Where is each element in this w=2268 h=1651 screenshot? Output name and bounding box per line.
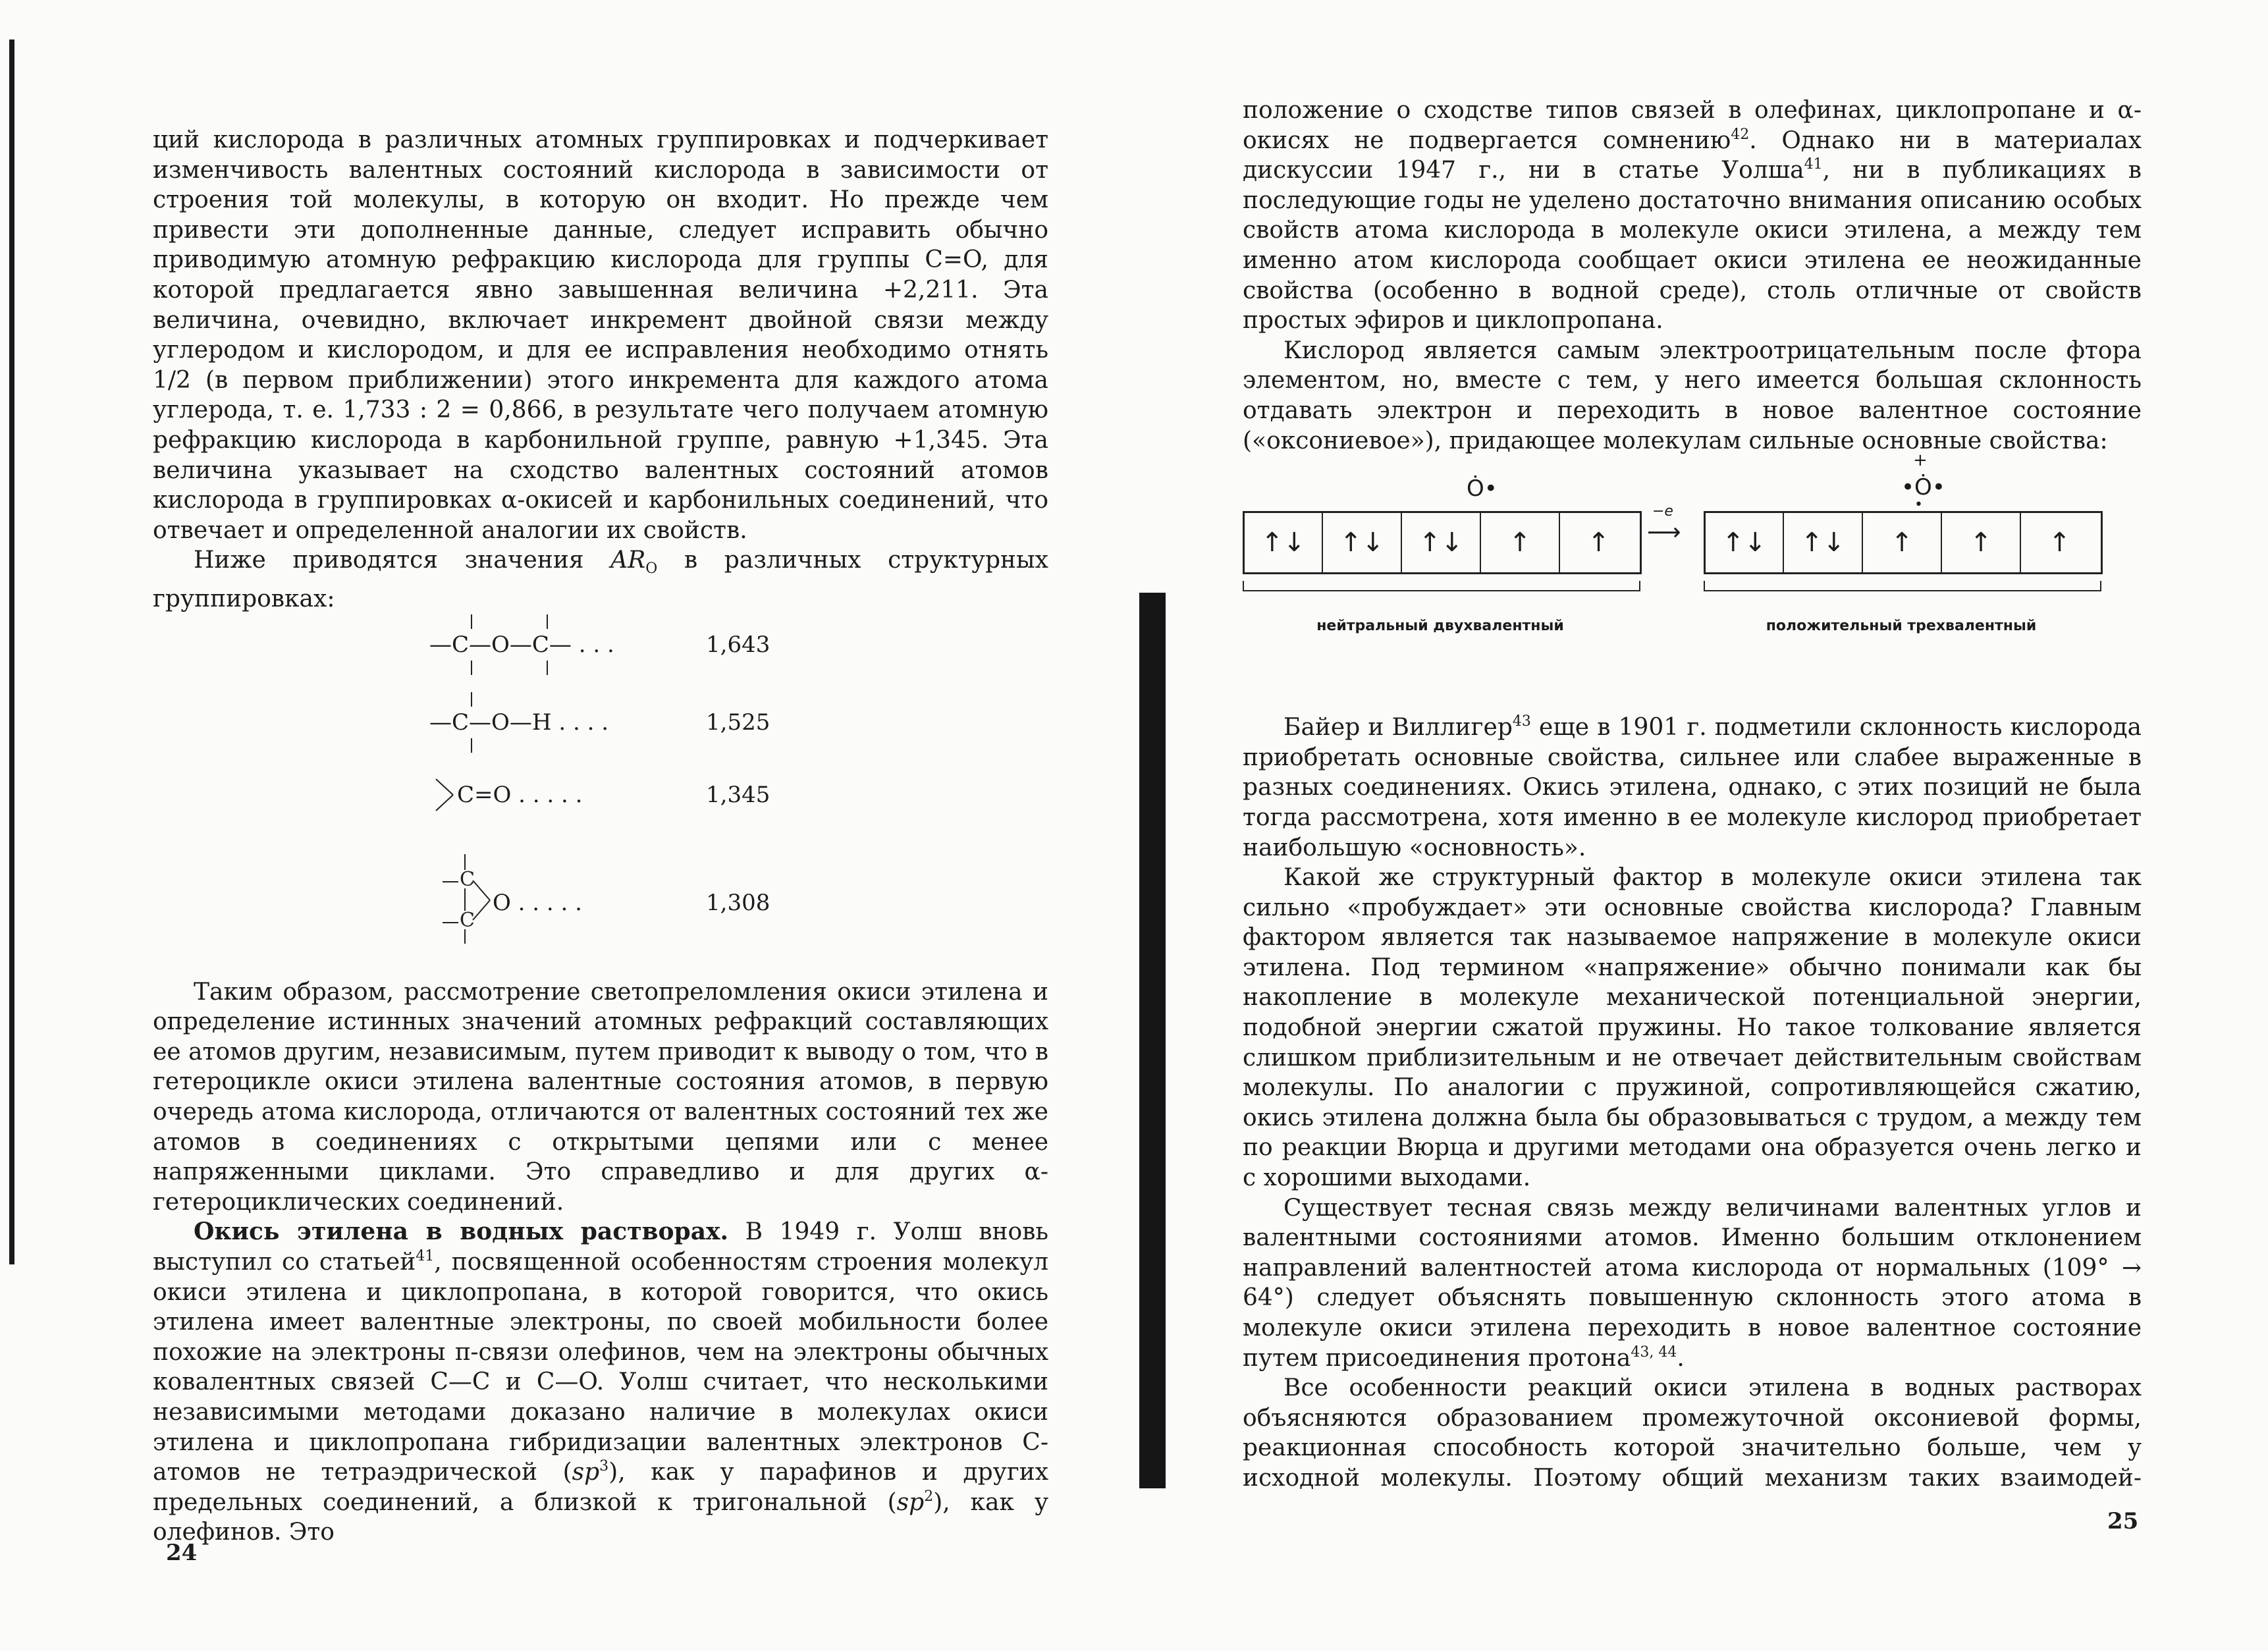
orbital-cells-neutral [1243,511,1642,574]
ar-row-carbonyl [153,774,1048,820]
orbital-cell: ↑ [2048,528,2071,558]
svg-text:C: C [460,867,475,891]
value-epoxide: 1,308 [706,889,770,916]
caption-positive-trivalent: положительный трехвалентный [1766,618,2037,635]
orbital-cell: ↑↓ [1323,513,1402,572]
formula-epoxide: O . . . . . [493,889,582,916]
value-carbonyl: 1,345 [706,781,770,808]
paragraph-conclusion: Таким образом, рассмотрение светопреломления окиси этилена и определение истинных значений атомных рефракций составляющих ее атомов другим, независимым, путем приводит к выводу о том, что в гетероцикле окиси этилена валентные состояния атомов, в первую очередь атома кислорода, отличаются от валентных состояний тех же атомов в соединениях с открытыми цепями или с менее напряженными циклами. Это справедливо и для других α-гетероциклических соединений. [153,978,1048,1216]
paragraph-refraction: ций кислорода в различных атомных группировках и подчеркивает изменчивость валентных состояний кислорода в зависимости от строения той молекулы, в которую он входит. Но прежде чем привести эти дополненные данные, следует исправить обычно приводимую атомную рефракцию кислорода для группы C=O, для которой предлагается явно завышенная величина +2,211. Эта величина, очевидно, включает инкремент двойной связи между углеродом и кислородом, и для ее исправления необходимо отнять 1/2 (в первом приближении) этого инкремента для каждого атома углерода, т. е. 1,733 : 2 = 0,866, в результате чего получаем атомную рефракцию кислорода в карбонильной группе, равную +1,345. Эта величина указывает на сходство валентных состояний атомов кислорода в группировках α-окисей и карбонильных соединений, что отвечает и определенной аналогии их свойств. [153,126,1048,544]
formula-ether: —C—O—C— . . . [429,631,614,658]
right-page [1134,0,2268,1651]
section-heading: Окись этилена в водных растворах. [194,1218,729,1246]
caption-bracket-right [1704,581,2101,591]
paragraph-aqueous-solutions: Окись этилена в водных растворах. В 1949 г. Уолш вновь выступил со статьей$^{41}$, посвященной особенностям строения молекул окиси этилена и циклопропана, в которой говорится, что окись этилена имеет валентные электроны, по своей мобильности более похожие на электроны π-связи олефинов, чем на электроны обычных ковалентных связей C—C и C—O. Уолш считает, что несколькими независимыми методами доказано наличие в молекулах окиси этилена и циклопропана гибридизации валентных электронов C-атомов не тетраэдрической $(sp^3)$, как у парафинов и других предельных соединений, а близкой к тригональной $(sp^2)$, как у олефинов. Это [153,1218,1048,1546]
electron-loss-label: −e [1652,503,1673,520]
fraction-one-half: 1/2 [153,366,191,394]
oxygen-neutral-symbol: Ȯ• [1467,475,1498,502]
carbonyl-bonds-icon [435,778,456,812]
paragraph-oxygen-electronegativity: Кислород является самым электроотрицательным после фтора элементом, но, вместе с тем, у него имеется большая склонность отдавать электрон и переходить в новое валентное состояние («оксониевое»), придающее молекулам сильные основные свойства: [1243,337,2142,454]
ar-symbol: AR [610,547,646,574]
oxygen-positive-lone-dot: • [1914,497,1923,514]
svg-text:C: C [460,908,475,932]
oxygen-positive-charge: + [1913,450,1928,471]
oxygen-positive-symbol: •Ȯ• [1901,474,1945,501]
page-number-left: 24 [166,1540,198,1566]
orbital-cell: ↑ [1481,513,1560,572]
paragraph-strain: Какой же структурный фактор в молекуле окиси этилена так сильно «пробуждает» эти основные свойства кислорода? Главным фактором является так называемое напряжение в молекуле окиси этилена. Под термином «напряжение» обычно понимали как бы накопление в молекуле механической потенциальной энергии, подобной энергии сжатой пружины. Но такое толкование является слишком приблизительным и не отвечает действительным свойствам молекулы. По аналогии с пружиной, сопротивляющейся сжатию, окись этилена должна была бы образовываться с трудом, а между тем по реакции Вюрца и другими методами она образуется очень легко и с хорошими выходами. [1243,864,2142,1192]
paragraph-baeyer-villiger: Байер и Виллигер$^{43}$ еще в 1901 г. подметили склонность кислорода приобретать основные свойства, сильнее или слабее выраженные в разных соединениях. Окись этилена, однако, с этих позиций не была тогда рассмотрена, хотя именно в ее молекуле кислород приобретает наибольшую «основность». [1243,713,2142,861]
electron-configuration-diagram [1243,450,2142,713]
left-text-column [153,125,1048,1548]
arrow-icon: ⟶ [1647,519,1681,547]
ar-row-epoxide [153,862,1048,948]
value-ether: 1,643 [706,631,770,658]
paragraph-valence-angles: Существует тесная связь между величинами валентных углов и валентными состояниями атомов. Именно большим отклонением направлений валентностей атома кислорода от нормальных (109° → 64°) следует объяснять повышенную склонность этого атома в молекуле окиси этилена переходить в новое валентное состояние путем присоединения протона$^{43, 44}$. [1243,1194,2142,1372]
formula-carbonyl: C=O . . . . . [457,781,583,808]
page-number-right: 25 [2107,1508,2139,1534]
orbital-cell: ↑ [1942,513,2021,572]
orbital-cell: ↑ [1863,513,1942,572]
caption-bracket-left [1243,581,1640,591]
paragraph-oxonium: Все особенности реакций окиси этилена в водных растворах объясняются образованием промежуточной оксониевой формы, реакционная способность которой значительно больше, чем у исходной молекулы. Поэтому общий механизм таких взаимодей- [1243,1374,2142,1492]
caption-neutral-divalent: нейтральный двухвалентный [1316,618,1564,635]
orbital-cell: ↑↓ [1784,513,1863,572]
orbital-cells-positive [1704,511,2103,574]
paragraph-olefin-similarity: положение о сходстве типов связей в олефинах, циклопропане и α-окисях не подвергается сомнению$^{42}$. Однако ни в материалах дискуссии 1947 г., ни в статье Уолша$^{41}$, ни в публикациях в последующие годы не уделено достаточно внимания описанию особых свойств атома кислорода в молекуле окиси этилена, а между тем именно атом кислорода сообщает окиси этилена ее неожиданные свойства (особенно в водной среде), столь отличные от свойств простых эфиров и циклопропана. [1243,97,2142,335]
orbital-cell: ↑ [1587,528,1610,558]
atomic-refraction-table [153,617,1048,969]
orbital-cell: ↑↓ [1706,513,1784,572]
ar-row-ether [153,624,1048,670]
orbital-cell: ↑↓ [1402,513,1481,572]
paragraph-ar-intro: Ниже приводятся значения $AR_O$ в различных структурных группировках: [153,547,1048,613]
value-hydroxyl: 1,525 [706,709,770,736]
ar-row-hydroxyl [153,701,1048,747]
right-text-column [1243,95,2142,1494]
orbital-cell: ↑↓ [1245,513,1323,572]
formula-hydroxyl: —C—O—H . . . . [429,709,608,736]
footnote-ref-41: 41 [416,1248,435,1265]
epoxide-ring-icon [440,853,493,945]
